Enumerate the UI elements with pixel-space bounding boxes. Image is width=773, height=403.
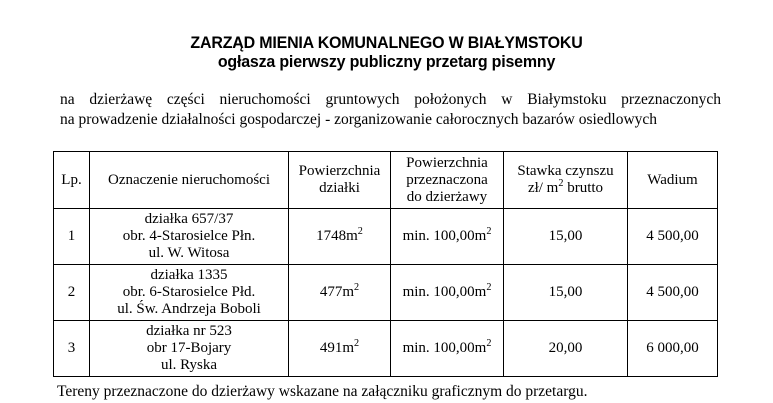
superscript-2: 2 [486, 338, 492, 349]
page-title: ZARZĄD MIENIA KOMUNALNEGO W BIAŁYMSTOKU [190, 33, 583, 52]
superscript-2: 2 [354, 338, 360, 349]
superscript-2: 2 [558, 178, 564, 189]
superscript-2: 2 [357, 226, 363, 237]
page-subtitle: ogłasza pierwszy publiczny przetarg pisemny [217, 52, 556, 71]
cell-plot-area: $1748m^2$ [289, 209, 391, 265]
col-header-designation: Oznaczenie nieruchomości [90, 152, 289, 209]
table-row [54, 265, 718, 321]
cell-deposit: 4 500,00 [628, 209, 718, 265]
cell-rent-rate: 15,00 [504, 265, 628, 321]
table-header-row [54, 152, 718, 209]
cell-plot-area: $477m^2$ [289, 265, 391, 321]
cell-designation: działka 1335 obr. 6-Starosielce Płd. ul. Św. Andrzeja Boboli [90, 265, 289, 321]
auction-table [53, 151, 718, 377]
cell-lp: 3 [54, 321, 90, 377]
col-header-rent-rate: Stawka czynszu zł/ $m^2$ brutto [504, 152, 628, 209]
col-header-lp: Lp. [54, 152, 90, 209]
cell-lp: 2 [54, 265, 90, 321]
cell-lease-area: min. $100,00m^2$ [391, 265, 504, 321]
cell-deposit: 4 500,00 [628, 265, 718, 321]
intro-paragraph [60, 90, 721, 130]
cell-lp: 1 [54, 209, 90, 265]
cell-designation: działka nr 523 obr 17-Bojary ul. Ryska [90, 321, 289, 377]
table-body [54, 209, 718, 377]
table-row [54, 321, 718, 377]
col-header-plot-area: Powierzchnia działki [289, 152, 391, 209]
cell-plot-area: $491m^2$ [289, 321, 391, 377]
col-header-deposit: Wadium [628, 152, 718, 209]
cell-deposit: 6 000,00 [628, 321, 718, 377]
cell-lease-area: min. $100,00m^2$ [391, 321, 504, 377]
document-header [0, 0, 773, 71]
superscript-2: 2 [486, 282, 492, 293]
superscript-2: 2 [486, 226, 492, 237]
footer-note: Tereny przeznaczone do dzierżawy wskazane na załączniku graficznym do przetargu. [57, 383, 588, 400]
cell-rent-rate: 15,00 [504, 209, 628, 265]
cell-lease-area: min. $100,00m^2$ [391, 209, 504, 265]
cell-designation: działka 657/37 obr. 4-Starosielce Płn. ul. W. Witosa [90, 209, 289, 265]
col-header-lease-area: Powierzchnia przeznaczona do dzierżawy [391, 152, 504, 209]
superscript-2: 2 [354, 282, 360, 293]
cell-rent-rate: 20,00 [504, 321, 628, 377]
intro-line-2: na prowadzenie działalności gospodarczej - zorganizowanie całorocznych bazarów osiedlowych [60, 111, 658, 128]
table-header [54, 152, 718, 209]
table-row [54, 209, 718, 265]
intro-line-1: na dzierżawę części nieruchomości gruntowych położonych w Białymstoku przeznaczonych [60, 91, 721, 108]
